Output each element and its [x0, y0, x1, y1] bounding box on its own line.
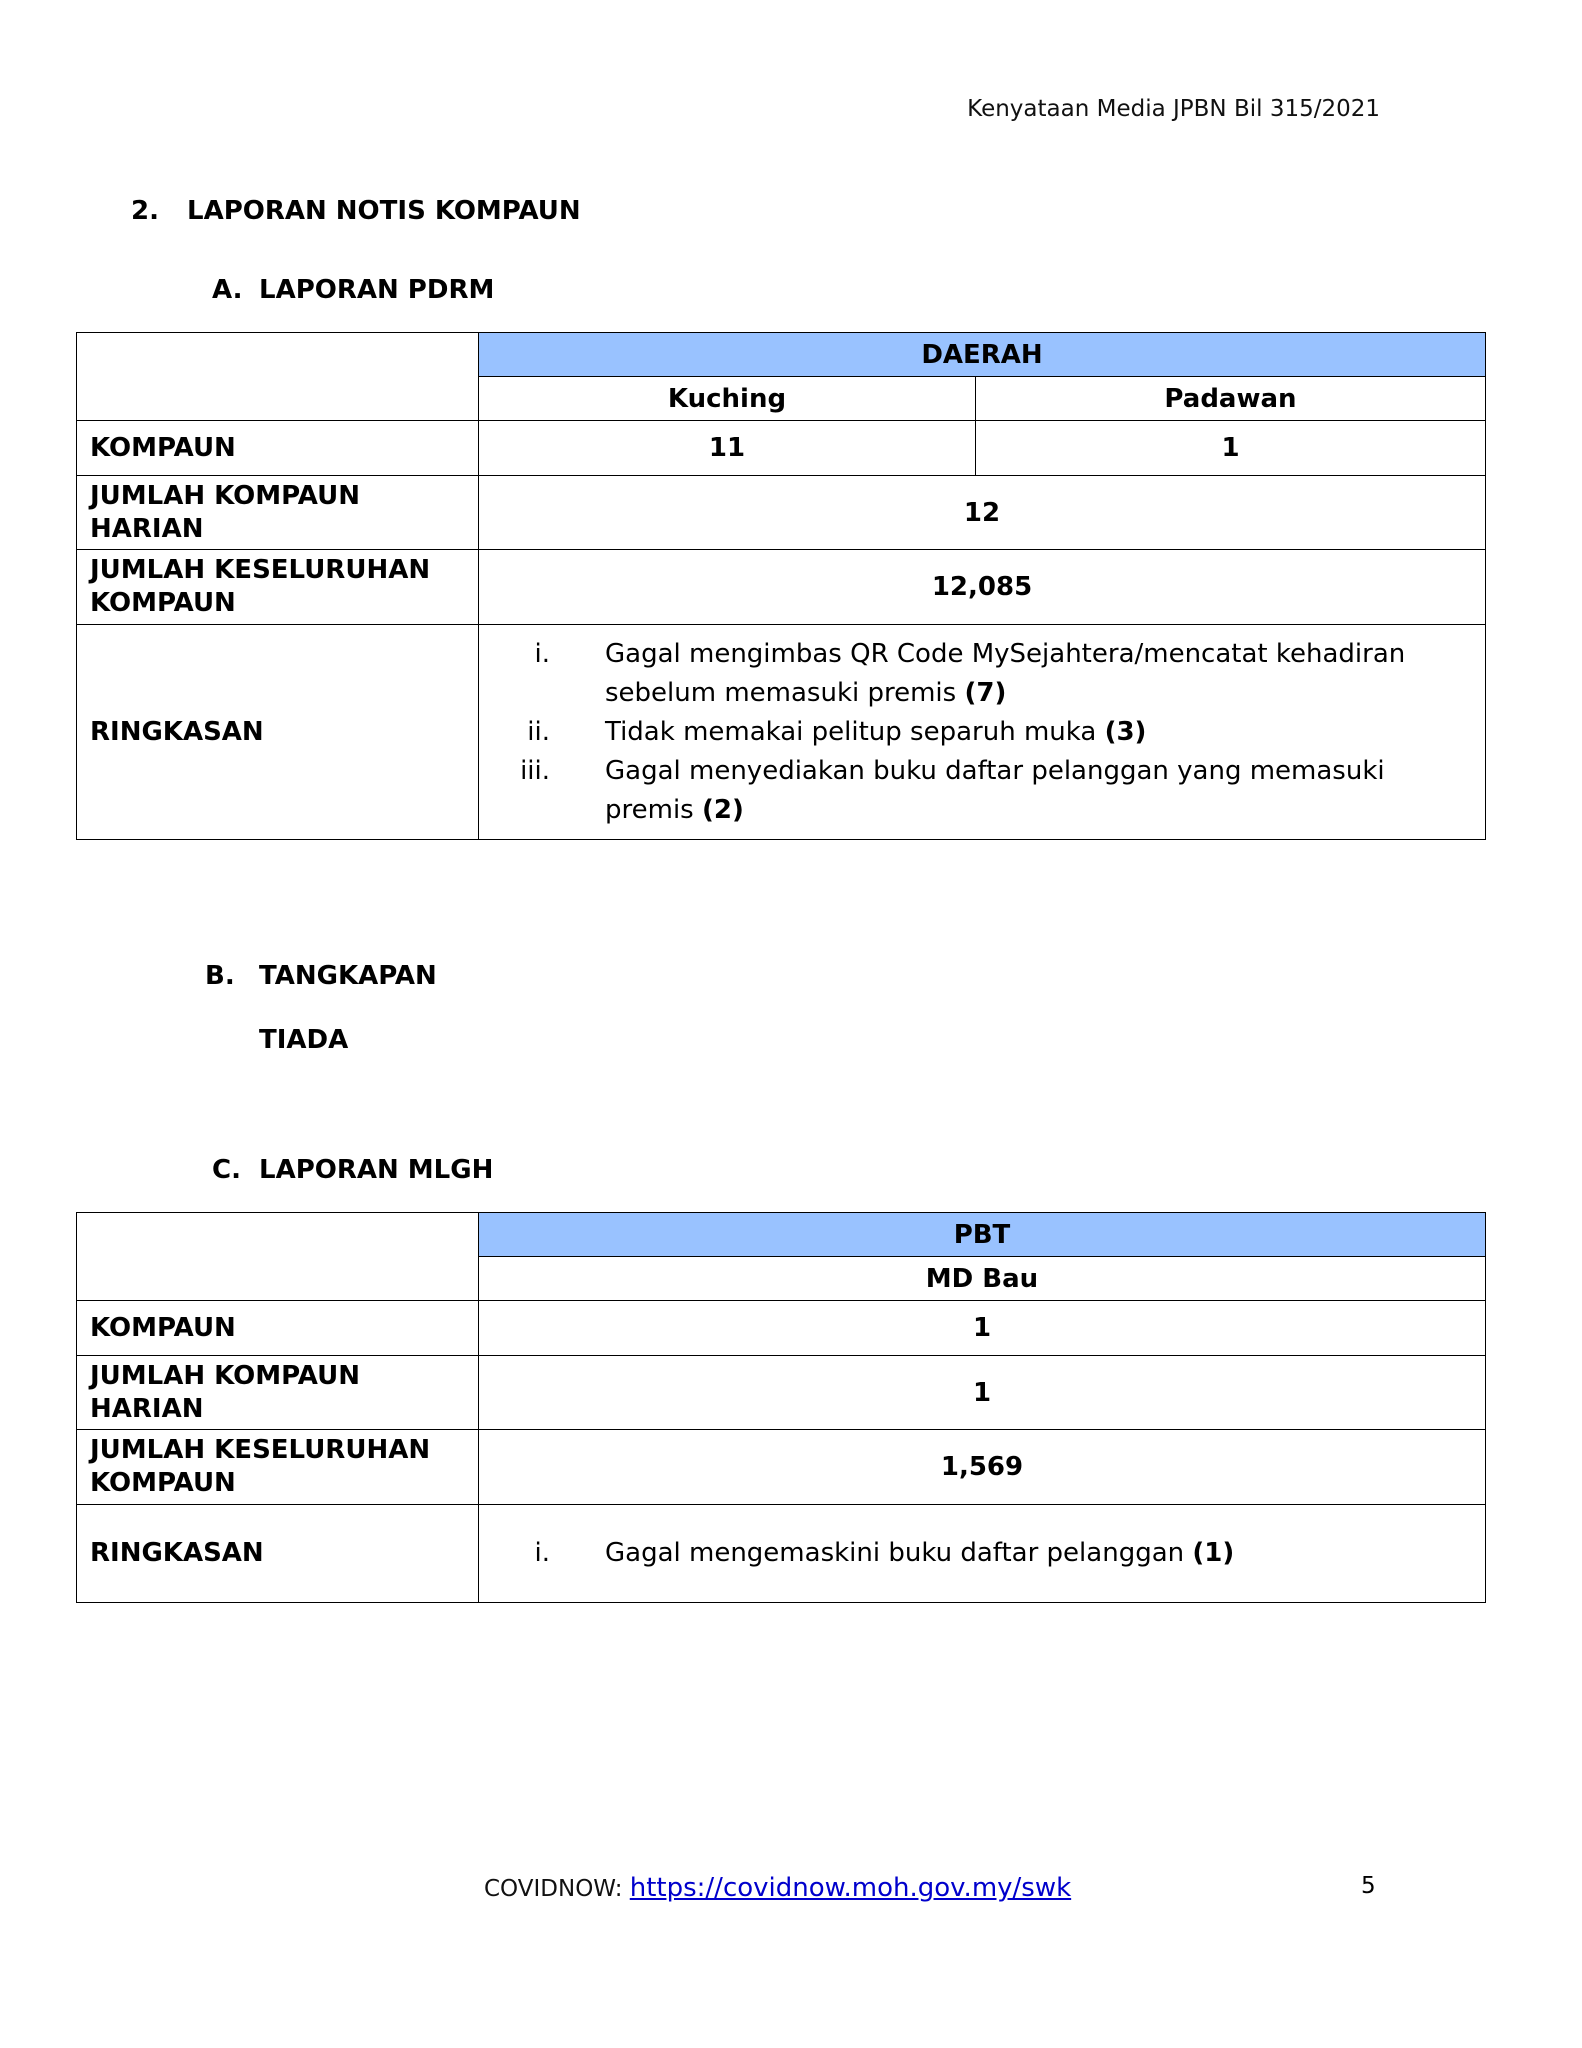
list-item-count: (1): [1192, 1538, 1235, 1568]
mlgh-keseluruhan-value: 1,569: [479, 1430, 1486, 1505]
list-item: [492, 752, 1472, 830]
list-item: [492, 1534, 1472, 1573]
pdrm-kompaun-kuching: 11: [479, 421, 976, 476]
document-reference: Kenyataan Media JPBN Bil 315/2021: [967, 96, 1380, 122]
section-number: 2.: [131, 196, 159, 226]
pdrm-ringkasan-label: RINGKASAN: [77, 625, 479, 840]
list-item-count: (7): [964, 677, 1007, 708]
mlgh-kompaun-value: 1: [479, 1301, 1486, 1356]
mlgh-ringkasan-label: RINGKASAN: [77, 1505, 479, 1603]
list-item: [492, 713, 1472, 752]
mlgh-harian-label-line2: HARIAN: [90, 1393, 204, 1424]
pdrm-ringkasan-cell: [479, 625, 1486, 840]
mlgh-keseluruhan-label: [77, 1430, 479, 1505]
mlgh-blank-corner: [77, 1213, 479, 1301]
page-number: 5: [1361, 1873, 1376, 1899]
mlgh-letter: C.: [212, 1155, 241, 1185]
list-item-text: Gagal mengimbas QR Code MySejahtera/mencatat kehadiran sebelum memasuki premis: [605, 638, 1406, 708]
footer: [484, 1873, 1071, 1903]
pdrm-keseluruhan-label: [77, 550, 479, 625]
pdrm-harian-label: [77, 476, 479, 550]
pdrm-harian-label-line2: HARIAN: [90, 513, 204, 544]
pdrm-kompaun-label: KOMPAUN: [77, 421, 479, 476]
pdrm-ringkasan-list: [492, 635, 1472, 830]
list-item-number: iii.: [520, 755, 550, 786]
tangkapan-value: TIADA: [259, 1025, 349, 1055]
mlgh-kompaun-label: KOMPAUN: [77, 1301, 479, 1356]
pdrm-letter: A.: [212, 275, 243, 305]
list-item-number: i.: [534, 638, 550, 669]
list-item-number: ii.: [527, 716, 550, 747]
footer-prefix: COVIDNOW:: [484, 1876, 630, 1902]
list-item-count: (2): [701, 794, 744, 825]
mlgh-table: [76, 1212, 1486, 1603]
pdrm-group-header: DAERAH: [479, 333, 1486, 377]
mlgh-ringkasan-cell: [479, 1505, 1486, 1603]
list-item-count: (3): [1104, 716, 1147, 747]
pdrm-title: LAPORAN PDRM: [259, 275, 495, 305]
covidnow-link[interactable]: https://covidnow.moh.gov.my/swk: [629, 1873, 1072, 1903]
list-item-text: Gagal mengemaskini buku daftar pelanggan: [605, 1538, 1185, 1568]
pdrm-harian-label-line1: JUMLAH KOMPAUN: [90, 480, 360, 511]
pdrm-keseluruhan-value: 12,085: [479, 550, 1486, 625]
tangkapan-heading: [205, 961, 437, 991]
mlgh-ringkasan-list: [492, 1534, 1472, 1573]
mlgh-keseluruhan-label-line2: KOMPAUN: [90, 1468, 236, 1498]
mlgh-group-header: PBT: [479, 1213, 1486, 1257]
mlgh-heading: [212, 1155, 493, 1185]
list-item-text: Gagal menyediakan buku daftar pelanggan yang memasuki premis: [605, 755, 1385, 825]
section-heading: [131, 196, 581, 226]
mlgh-harian-label: [77, 1356, 479, 1430]
pdrm-blank-corner: [77, 333, 479, 421]
pdrm-table: [76, 332, 1486, 840]
pdrm-harian-value: 12: [479, 476, 1486, 550]
pdrm-heading: [212, 275, 494, 305]
pdrm-column-padawan: Padawan: [976, 377, 1486, 421]
mlgh-title: LAPORAN MLGH: [259, 1155, 494, 1185]
list-item: [492, 635, 1472, 713]
mlgh-column-md-bau: MD Bau: [479, 1257, 1486, 1301]
section-title: LAPORAN NOTIS KOMPAUN: [187, 196, 581, 226]
list-item-text: Tidak memakai pelitup separuh muka: [605, 716, 1097, 747]
pdrm-keseluruhan-label-line1: JUMLAH KESELURUHAN: [90, 555, 431, 585]
mlgh-keseluruhan-label-line1: JUMLAH KESELURUHAN: [90, 1435, 431, 1465]
tangkapan-title: TANGKAPAN: [259, 961, 437, 991]
list-item-number: i.: [534, 1538, 550, 1568]
mlgh-harian-value: 1: [479, 1356, 1486, 1430]
pdrm-column-kuching: Kuching: [479, 377, 976, 421]
pdrm-kompaun-padawan: 1: [976, 421, 1486, 476]
tangkapan-letter: B.: [205, 961, 235, 991]
mlgh-harian-label-line1: JUMLAH KOMPAUN: [90, 1360, 360, 1391]
pdrm-keseluruhan-label-line2: KOMPAUN: [90, 588, 236, 618]
